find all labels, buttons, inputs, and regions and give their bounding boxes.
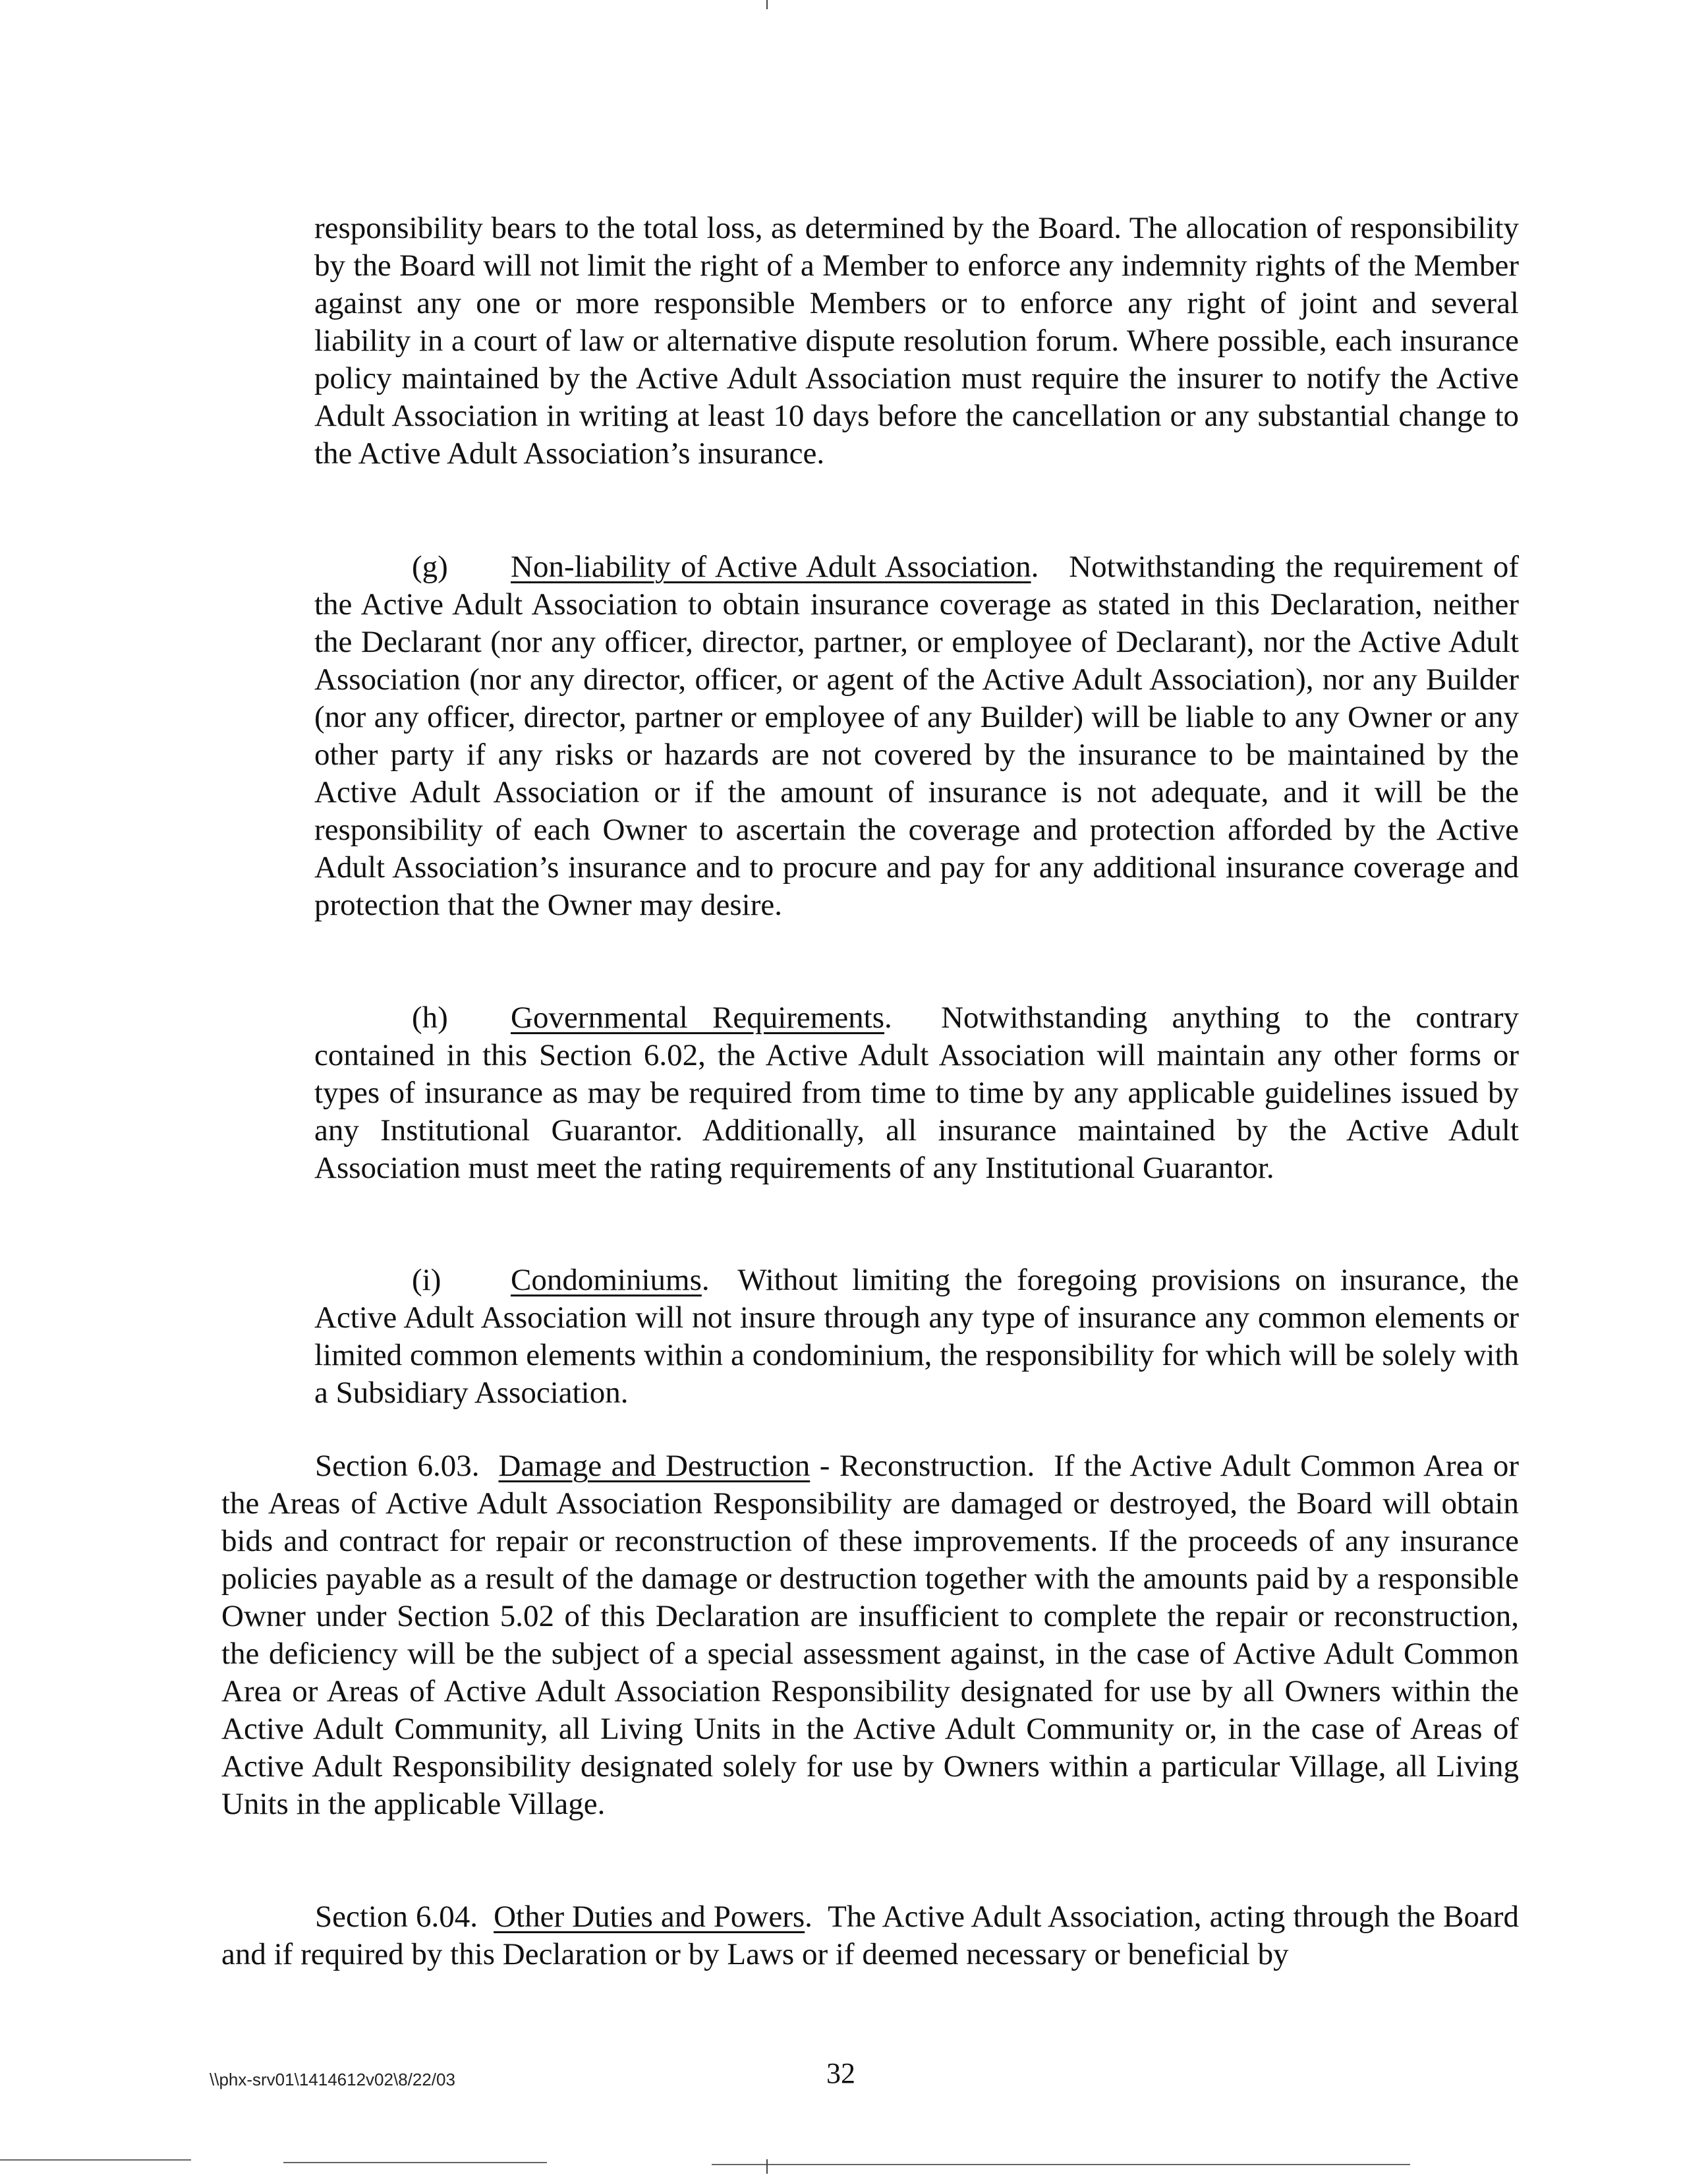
subsection-label: (g) bbox=[412, 550, 448, 584]
subsection-text: Without limiting the foregoing provisions on insurance, the Active Adult Association will not insure through any type of insurance any common elements or limited common elements within a condominium, the responsibility for which will be solely with a Subsidiary Association. bbox=[314, 1263, 1519, 1410]
subsection-text: Notwithstanding the requirement of the Active Adult Association to obtain insurance coverage as stated in this Declaration, neither the Declarant (nor any officer, director, partner, or employee of Declarant), nor the Active Adult Association (nor any director, officer, or agent of the Active Adult Association), nor any Builder (nor any officer, director, partner or employee of any Builder) will be liable to any Owner or any other party if any risks or hazards are not covered by the insurance to be maintained by the Active Adult Association or if the amount of insurance is not adequate, and it will be the responsibility of each Owner to ascertain the coverage and protection afforded by the Active Adult Association’s insurance and to procure and pay for any additional insurance coverage and protection that the Owner may desire. bbox=[314, 550, 1519, 922]
scan-rule-left bbox=[0, 2159, 191, 2161]
subsection-title: Non-liability of Active Adult Association bbox=[511, 550, 1031, 584]
page-number: 32 bbox=[826, 2057, 855, 2089]
section-6-04: Section 6.04. Other Duties and Powers. The Active Adult Association, acting through the Board and if required by this Declaration or by Laws or if deemed necessary or beneficial by bbox=[221, 1900, 1520, 1971]
subsection-title: Condominiums bbox=[511, 1263, 702, 1297]
section-text: If the Active Adult Common Area or the Areas of Active Adult Association Responsibility are damaged or destroyed, the Board will obtain bids and contract for repair or reconstruction of these improvements. If the proceeds of any insurance policies payable as a result of the damage or destruction together with the amounts paid by a responsible Owner under Section 5.02 of this Declaration are insufficient to complete the repair or reconstruction, the deficiency will be the subject of a special assessment against, in the case of Active Adult Common Area or Areas of Active Adult Association Responsibility designated for use by all Owners within the Active Adult Community, all Living Units in the Active Adult Community or, in the case of Areas of Active Adult Responsibility designated solely for use by Owners within a particular Village, all Living Units in the applicable Village. bbox=[221, 1449, 1520, 1821]
subsection-h: (h) Governmental Requirements. Notwithstanding anything to the contrary contained in this Section 6.02, the Active Adult Association will maintain any other forms or types of insurance as may be required from time to time by any applicable guidelines issued by any Institutional Guarantor. Additionally, all insurance maintained by the Active Adult Association must meet the rating requirements of any Institutional Guarantor. bbox=[314, 1001, 1519, 1185]
scan-mark-bottom bbox=[766, 2159, 768, 2174]
document-path-footer: \\phx-srv01\1414612v02\8/22/03 bbox=[210, 2070, 455, 2089]
section-number: Section 6.04. bbox=[315, 1900, 478, 1934]
subsection-title: Governmental Requirements bbox=[511, 1001, 885, 1035]
subsection-i: (i) Condominiums. Without limiting the foregoing provisions on insurance, the Active Adult Association will not insure through any type of insurance any common elements or limited common elements within a condominium, the responsibility for which will be solely with a Subsidiary Association. bbox=[314, 1263, 1519, 1410]
scan-mark-top bbox=[766, 0, 768, 9]
subsection-label: (i) bbox=[412, 1263, 441, 1297]
section-title-suffix: - Reconstruction. bbox=[819, 1449, 1035, 1483]
subsection-label: (h) bbox=[412, 1001, 448, 1035]
scan-rule-right bbox=[712, 2164, 1410, 2165]
section-text: The Active Adult Association, acting through the Board and if required by this Declaration or by Laws or if deemed necessary or beneficial by bbox=[221, 1900, 1520, 1971]
subsection-g: (g) Non-liability of Active Adult Association. Notwithstanding the requirement of the Active Adult Association to obtain insurance coverage as stated in this Declaration, neither the Declarant (nor any officer, director, partner, or employee of Declarant), nor the Active Adult Association (nor any director, officer, or agent of the Active Adult Association), nor any Builder (nor any officer, director, partner or employee of any Builder) will be liable to any Owner or any other party if any risks or hazards are not covered by the insurance to be maintained by the Active Adult Association or if the amount of insurance is not adequate, and it will be the responsibility of each Owner to ascertain the coverage and protection afforded by the Active Adult Association’s insurance and to procure and pay for any additional insurance coverage and protection that the Owner may desire. bbox=[314, 550, 1519, 922]
subsection-text: Notwithstanding anything to the contrary contained in this Section 6.02, the Active Adult Association will maintain any other forms or types of insurance as may be required from time to time by any applicable guidelines issued by any Institutional Guarantor. Additionally, all insurance maintained by the Active Adult Association must meet the rating requirements of any Institutional Guarantor. bbox=[314, 1001, 1519, 1185]
section-title: Other Duties and Powers bbox=[494, 1900, 805, 1934]
scan-rule-middle bbox=[283, 2162, 547, 2163]
paragraph-text: responsibility bears to the total loss, as determined by the Board. The allocation of responsibility by the Board will not limit the right of a Member to enforce any indemnity rights of the Member against any one or more responsible Members or to enforce any right of joint and several liability in a court of law or alternative dispute resolution forum. Where possible, each insurance policy maintained by the Active Adult Association must require the insurer to notify the Active Adult Association in writing at least 10 days before the cancellation or any substantial change to the Active Adult Association’s insurance. bbox=[314, 211, 1519, 471]
section-6-03 bbox=[221, 1447, 1519, 1823]
paragraph-insurance-continuation bbox=[314, 210, 1519, 473]
section-title: Damage and Destruction bbox=[498, 1449, 811, 1483]
section-number: Section 6.03. bbox=[315, 1449, 480, 1483]
